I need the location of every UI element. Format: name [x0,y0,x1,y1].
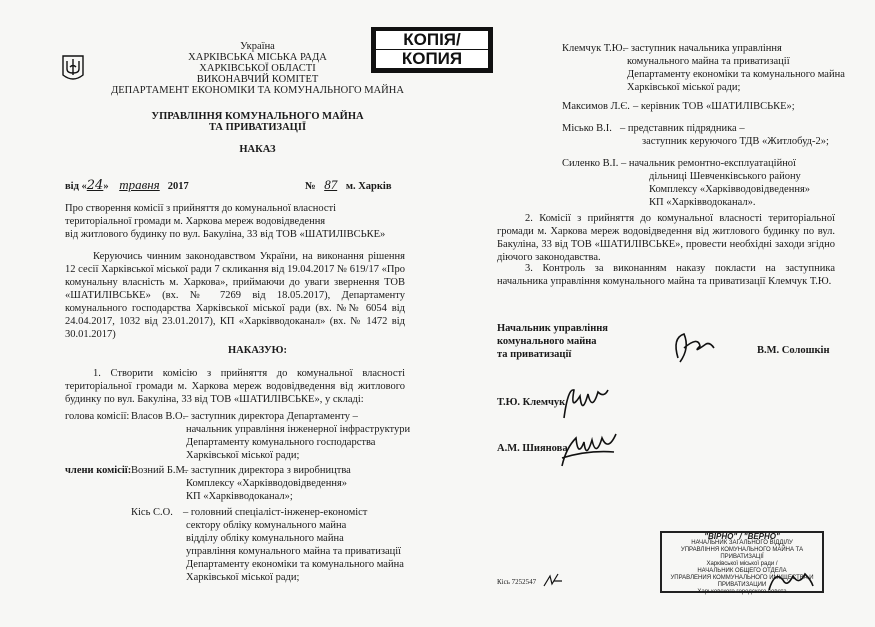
member-name: Максимов Л.Є. [562,101,630,112]
item-2: 2. Комісії з прийняття до комунальної власності територіальної громади м. Харкова мереж водовідведення від житлового будинку по вул. Бакуліна, 33 від ТОВ «ШАТИЛІВСЬКЕ», провести необхідні заходи згідно діючого законодавства. [497,213,835,263]
trident-icon [62,55,84,83]
directorate-line2: ТА ПРИВАТИЗАЦІЇ [208,122,307,133]
member-position: – головний спеціаліст-інженер-економіст сектору обліку комунального майна відділу обліку комунального майна управління комунального майна та приватизації Департаменту економіки та комунального майна Харківської міської ради; [183,507,404,583]
directorate-line1: УПРАВЛІННЯ КОМУНАЛЬНОГО МАЙНА [151,111,364,122]
order-heading: НАКАЗУЮ: [228,345,287,356]
doc-type: НАКАЗ [239,144,276,155]
signature-shyianova [558,428,618,470]
signatory-position: Начальник управління комунального майна та приватизації [497,323,608,360]
member-position: – представник підрядника – заступник керуючого ТДВ «Житлобуд-2»; [620,123,829,147]
copy-stamp [371,27,493,73]
copy-stamp-line2: КОПИЯ [376,50,488,68]
member-name: Місько В.І. [562,123,612,134]
member-position: – заступник начальника управління комунального майна та приватизації Департаменту економіки та комунального майна Харківської міської ради; [623,43,845,93]
members-label: члени комісії: [65,465,132,476]
member-position: – заступник директора з виробництва Комплексу «Харківводовідведення» КП «Харківводоканал»; [183,465,351,502]
header-region: ХАРКІВСЬКОЇ ОБЛАСТІ [199,63,316,74]
member-position: – начальник ремонтно-експлуатаційної дільниці Шевченківського району Комплексу «Харківводовідведення» КП «Харківводоканал». [621,158,811,208]
chair-name: Власов В.О. [131,411,186,422]
preamble: Керуючись чинним законодавством України, на виконання рішення 12 сесії Харківської міської ради 7 скликання від 19.04.2017 № 619/17 «Про комунальну власність м. Харкова», приймаючи до уваги звернення ТОВ «ШАТИЛІВСЬКЕ» (вх. № 7269 від 18.05.2017), Департаменту комунального господарства Харківської міської ради (вх. №№ 6054 від 24.04.2017, 1032 від 23.01.2017), КП «Харківводоканал» (вх. № 1472 від 30.01.2017) [65,251,405,340]
member-name: Клемчук Т.Ю. [562,43,626,54]
certified-stamp: "ВІРНО" / "ВЕРНО" НАЧАЛЬНИК ЗАГАЛЬНОГО ВІДДІЛУ УПРАВЛІННЯ КОМУНАЛЬНОГО МАЙНА ТА ПРИВАТИЗАЦІЇ Харківської міської ради / НАЧАЛЬНИК ОБЩЕГО ОТДЕЛА УПРАВЛЕНИЯ КОММУНАЛЬНОГО ИМУЩЕСТВА И ПРИВАТИЗАЦИИ Харьковского городского совета [660,531,824,593]
member-name: Кісь С.О. [131,507,173,518]
signature-soloshkin [670,328,718,366]
member-name: Силенко В.І. [562,158,619,169]
header-country: Україна [240,41,275,52]
copy-stamp-line1: КОПІЯ/ [376,31,488,49]
header-department: ДЕПАРТАМЕНТ ЕКОНОМІКИ ТА КОМУНАЛЬНОГО МАЙНА [111,85,404,96]
item-1: 1. Створити комісію з прийняття до комунальної власності територіальної громади м. Харкова мереж водовідведення від житлового будинку по вул. Бакуліна, 33 від ТОВ «ШАТИЛІВСЬКЕ», у складі: [65,368,405,405]
signatory-name: В.М. Солошкін [757,345,830,356]
chair-label: голова комісії: [65,411,130,422]
member-name: Возний Б.М. [131,465,188,476]
signature-klemchuk [558,382,610,422]
item-3: 3. Контроль за виконанням наказу покласти на заступника начальника управління комунального майна та приватизації Клемчук Т.Ю. [497,263,835,287]
member-position: – керівник ТОВ «ШАТИЛІВСЬКЕ»; [633,101,795,112]
order-number: № 87 м. Харків [305,177,392,192]
executor-initials [542,572,564,588]
subject: Про створення комісії з прийняття до комунальної власності територіальної громади м. Харкова мереж водовідведення від житлового будинку по вул. Бакуліна, 33 від ТОВ «ШАТИЛІВСЬКЕ» [65,203,386,240]
chair-position: – заступник директора Департаменту – начальник управління інженерної інфраструктури Департаменту комунального господарства Харківської міської ради; [183,411,411,461]
certified-signature [765,566,815,594]
header-committee: ВИКОНАВЧИЙ КОМІТЕТ [196,74,319,85]
approval-name: А.М. Шиянова [497,443,568,454]
approval-name: Т.Ю. Клемчук [497,397,566,408]
executor: Кісь 7252547 [497,578,537,586]
date-line: від «24» травня 2017 [65,177,189,193]
header-council: ХАРКІВСЬКА МІСЬКА РАДА [188,52,327,63]
